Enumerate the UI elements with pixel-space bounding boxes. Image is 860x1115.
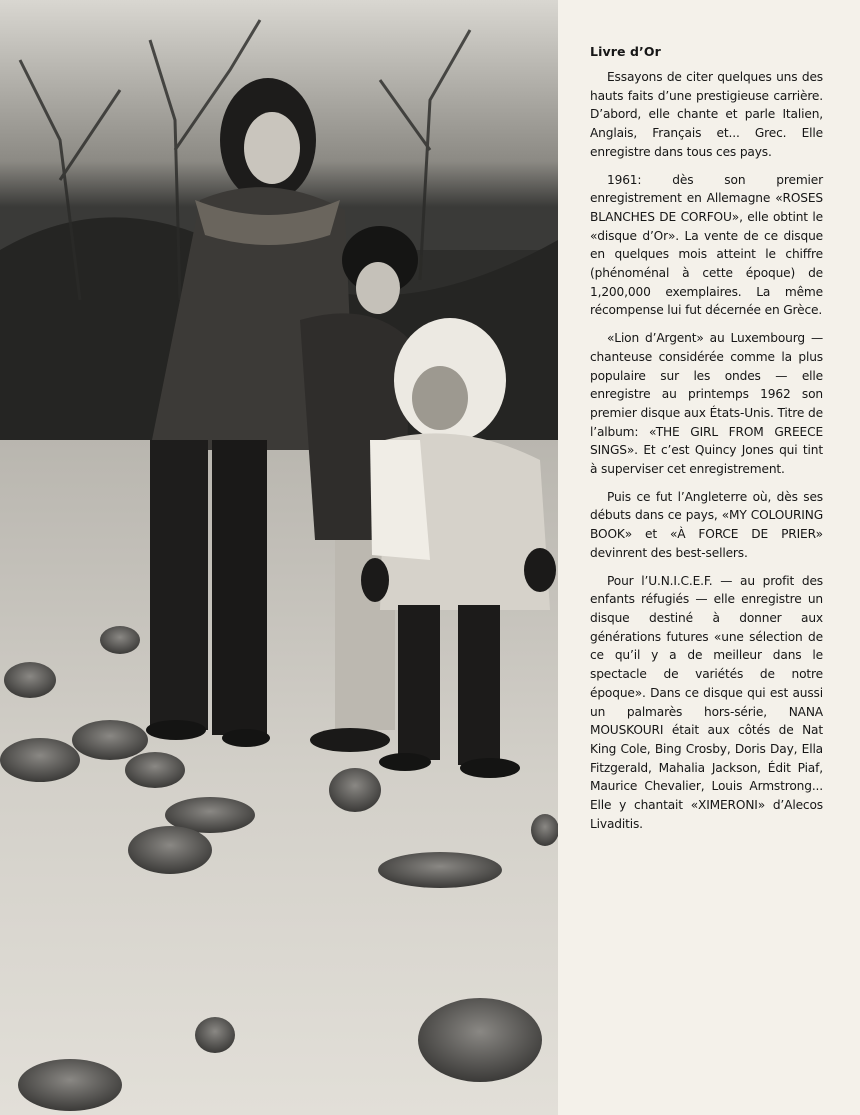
article-paragraph: «Lion d’Argent» au Luxembourg — chanteuse considérée comme la plus populaire sur les ondes — elle enregistre au printemps 1962 son premier disque aux États-Unis. Titre de l’album: «THE GIRL FROM GREECE SINGS». Et c’est Quincy Jones qui tint à superviser cet enregistrement. bbox=[590, 331, 823, 477]
article-paragraph: Essayons de citer quelques uns des hauts faits d’une prestigieuse carrière. D’abord, elle chante et parle Italien, Anglais, Français et... Grec. Elle enregistre dans tous ces pays. bbox=[590, 70, 823, 159]
article-column bbox=[590, 44, 823, 842]
article-paragraph: 1961: dès son premier enregistrement en Allemagne «ROSES BLANCHES DE CORFOU», elle obtint le «disque d’Or». La vente de ce disque en quelques mois atteint le chiffre (phénoménal à cette époque) de 1,200,000 exemplaires. La même récompense lui fut décernée en Grèce. bbox=[590, 172, 823, 318]
article-paragraph: Puis ce fut l’Angleterre où, dès ses débuts dans ce pays, «MY COLOURING BOOK» et «À FORCE DE PRIER» devinrent des best-sellers. bbox=[590, 489, 823, 560]
article-heading: Livre d’Or bbox=[590, 44, 661, 59]
article-paragraph: Pour l’U.N.I.C.E.F. — au profit des enfants réfugiés — elle enregistre un disque destiné à donner aux générations futures «une sélection de ce qu’il y a de meilleur dans le spectacle de variétés de notre époque». Dans ce disque qui est aussi un palmarès hors-série, NANA MOUSKOURI était aux côtés de Nat King Cole, Bing Crosby, Doris Day, Ella Fitzgerald, Mahalia Jackson, Édit Piaf, Maurice Chevalier, Louis Armstrong... Elle y chantait «XIMERONI» d’Alecos Livaditis. bbox=[590, 573, 823, 831]
